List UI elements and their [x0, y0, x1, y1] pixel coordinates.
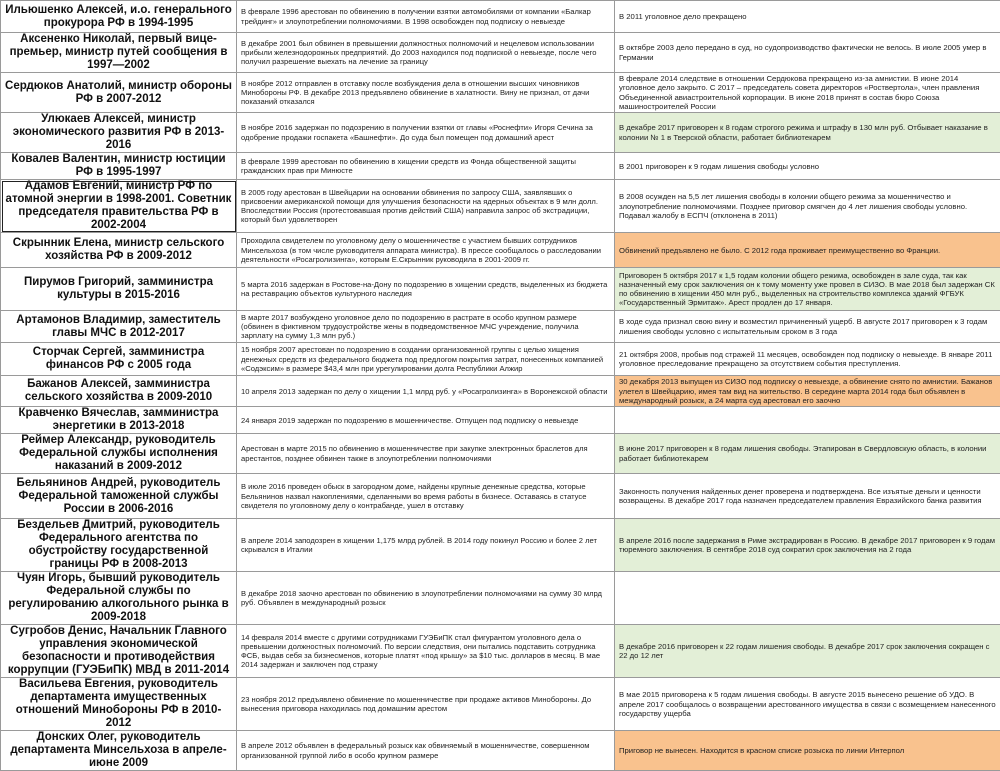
table-row — [1, 33, 1000, 73]
case-description-cell: В феврале 1996 арестован по обвинению в получении взятки автомобилями от компании «Балкар трейдинг» и злоупотреблении полномочиями. В 1998 освобожден под подписку о невыезде — [237, 1, 615, 33]
table-row — [1, 407, 1000, 434]
case-description-cell: В июле 2016 проведен обыск в загородном доме, найдены крупные денежные средства, которые Бельянинов назвал накоплениями, сделанными во время работы в бизнесе. Оставаясь в статусе свидетеля по уголовному делу о контрабанде, ушел в отставку — [237, 474, 615, 519]
table-row — [1, 1, 1000, 33]
case-description-cell: В 2005 году арестован в Швейцарии на основании обвинения по запросу США, заявлявших о присвоении американской помощи для улучшения безопасности на ядерных объектах в 9 млн долл. Впоследствии Россия (протестовавшая против действий США) направила запрос об экстрадиции, который был удовлетворен — [237, 180, 615, 233]
case-result-cell — [615, 572, 1000, 625]
case-result-cell: В ходе суда признал свою вину и возместил причиненный ущерб. В августе 2017 приговорен к 3 годам лишения свободы условно с испытательным сроком в 3 года — [615, 311, 1000, 343]
case-result-cell: 30 декабря 2013 выпущен из СИЗО под подписку о невыезде, а обвинение снято по амнистии. Бажанов улетел в Швейцарию, имея там вид на жительство. В середине марта 2014 года был объявлен в международный розыск, а 24 марта суд арестовал его заочно — [615, 376, 1000, 407]
case-description-cell: Проходила свидетелем по уголовному делу о мошенничестве с участием бывших сотрудников Минсельхоза (в том числе руководителя аппарата министра). В прессе сообщалось о расследовании деятельности «Росагролизинга», которым Е.Скрынник руководила в 2001-2009 гг. — [237, 233, 615, 268]
table-row — [1, 474, 1000, 519]
official-name-cell: Васильева Евгения, руководитель департамента имущественных отношений Минобороны РФ в 2010-2012 — [1, 678, 237, 731]
official-name-cell: Артамонов Владимир, заместитель главы МЧС в 2012-2017 — [1, 311, 237, 343]
official-name-cell: Улюкаев Алексей, министр экономического развития РФ в 2013-2016 — [1, 113, 237, 153]
case-description-cell: В ноябре 2012 отправлен в отставку после возбуждения дела в отношении высших чиновников Минобороны РФ. В декабре 2013 предъявлено обвинение в халатности. Вину не признал, от дачи показаний отказался — [237, 73, 615, 113]
official-name-cell: Сугробов Денис, Начальник Главного управления экономической безопасности и противодействия коррупции (ГУЭБиПК) МВД в 2011-2014 — [1, 625, 237, 678]
table-row — [1, 572, 1000, 625]
case-result-cell: В 2008 осужден на 5,5 лет лишения свободы в колонии общего режима за мошенничество и злоупотребление полномочиями. Позднее приговор смягчен до 4 лет лишения свободы условно. Подавал жалобу в ЕСПЧ (отклонена в 2011) — [615, 180, 1000, 233]
official-name-cell: Чуян Игорь, бывший руководитель Федеральной службы по регулированию алкогольного рынка в 2009-2018 — [1, 572, 237, 625]
official-name-cell: Сторчак Сергей, замминистра финансов РФ с 2005 года — [1, 343, 237, 376]
official-name-cell: Бездельев Дмитрий, руководитель Федерального агентства по обустройству государственной границы РФ в 2008-2013 — [1, 519, 237, 572]
case-description-cell: 15 ноября 2007 арестован по подозрению в создании организованной группы с целью хищения денежных средств из федерального бюджета под предлогом покрытия затрат, понесенных компанией «Содэксим» в размере $43,4 млн при урегулировании долга Республики Алжир — [237, 343, 615, 376]
case-result-cell: Обвинений предъявлено не было. С 2012 года проживает преимущественно во Франции. — [615, 233, 1000, 268]
case-result-cell: В 2011 уголовное дело прекращено — [615, 1, 1000, 33]
official-name-cell: Кравченко Вячеслав, замминистра энергетики в 2013-2018 — [1, 407, 237, 434]
case-result-cell: В декабре 2016 приговорен к 22 годам лишения свободы. В декабре 2017 срок заключения сокращен с 22 до 12 лет — [615, 625, 1000, 678]
table-row — [1, 73, 1000, 113]
case-result-cell: В октябре 2003 дело передано в суд, но судопроизводство фактически не велось. В июле 2005 умер в Германии — [615, 33, 1000, 73]
official-name-cell: Бельянинов Андрей, руководитель Федеральной таможенной службы России в 2006-2016 — [1, 474, 237, 519]
table-row — [1, 731, 1000, 771]
case-result-cell: 21 октября 2008, пробыв под стражей 11 месяцев, освобожден под подписку о невыезде. В январе 2011 уголовное преследование прекращено за отсутствием события преступления. — [615, 343, 1000, 376]
case-result-cell: В декабре 2017 приговорен к 8 годам строгого режима и штрафу в 130 млн руб. Отбывает наказание в колонии № 1 в Тверской области, работает библиотекарем — [615, 113, 1000, 153]
case-description-cell: 5 марта 2016 задержан в Ростове-на-Дону по подозрению в хищении средств, выделенных из бюджета на реставрацию объектов культурного наследия — [237, 268, 615, 311]
official-name-cell: Скрынник Елена, министр сельского хозяйства РФ в 2009-2012 — [1, 233, 237, 268]
table-row — [1, 343, 1000, 376]
table-row — [1, 153, 1000, 180]
table-row — [1, 180, 1000, 233]
case-result-cell: Приговорен 5 октября 2017 к 1,5 годам колонии общего режима, освобожден в зале суда, так как назначенный ему срок заключения он к тому моменту уже провел в СИЗО. В мае 2018 был задержан СК по обвинению в хищении 450 млн руб., выделенных на строительство комплекса зданий ФГБУК «Государственный Эрмитаж». Арест продлен до 17 января. — [615, 268, 1000, 311]
case-result-cell: В 2001 приговорен к 9 годам лишения свободы условно — [615, 153, 1000, 180]
case-description-cell: 24 января 2019 задержан по подозрению в мошенничестве. Отпущен под подписку о невыезде — [237, 407, 615, 434]
table-row — [1, 434, 1000, 474]
table-row — [1, 311, 1000, 343]
case-description-cell: 10 апреля 2013 задержан по делу о хищении 1,1 млрд руб. у «Росагролизинга» в Воронежской области — [237, 376, 615, 407]
case-result-cell: В июне 2017 приговорен к 8 годам лишения свободы. Этапирован в Свердловскую область, в колонии работает библиотекарем — [615, 434, 1000, 474]
official-name-cell: Сердюков Анатолий, министр обороны РФ в 2007-2012 — [1, 73, 237, 113]
official-name-cell: Ильюшенко Алексей, и.о. генерального прокурора РФ в 1994-1995 — [1, 1, 237, 33]
case-description-cell: В апреле 2012 объявлен в федеральный розыск как обвиняемый в мошенничестве, совершенном организованной группой либо в особо крупном размере — [237, 731, 615, 771]
case-result-cell — [615, 407, 1000, 434]
case-description-cell: 23 ноября 2012 предъявлено обвинение по мошенничестве при продаже активов Минобороны. До вынесения приговора находилась под домашним арестом — [237, 678, 615, 731]
table-body — [1, 1, 1000, 771]
case-result-cell: Законность получения найденных денег проверена и подтверждена. Все изъятые деньги и ценности возвращены. В декабре 2017 года назначен председателем правления Евразийского банка развития — [615, 474, 1000, 519]
case-result-cell: В феврале 2014 следствие в отношении Сердюкова прекращено из-за амнистии. В июне 2014 уголовное дело закрыто. С 2017 – председатель совета директоров «Роствертола», член правления Объединенной авиастроительной корпорации. В июне 2018 принят в состав бюро Союза машиностроителей России — [615, 73, 1000, 113]
table-row — [1, 113, 1000, 153]
table-row — [1, 233, 1000, 268]
case-description-cell: В декабре 2018 заочно арестован по обвинению в злоупотреблении полномочиями на сумму 30 млрд руб. Объявлен в международный розыск — [237, 572, 615, 625]
official-name-cell: Донских Олег, руководитель департамента Минсельхоза в апреле-июне 2009 — [1, 731, 237, 771]
case-result-cell: Приговор не вынесен. Находится в красном списке розыска по линии Интерпол — [615, 731, 1000, 771]
table-row — [1, 625, 1000, 678]
case-description-cell: В ноябре 2016 задержан по подозрению в получении взятки от главы «Роснефти» Игоря Сечина за одобрение продажи госпакета «Башнефти». До суда был помещен под домашний арест — [237, 113, 615, 153]
case-description-cell: В марте 2017 возбуждено уголовное дело по подозрению в растрате в особо крупном размере (обвинен в фиктивном трудоустройстве жены в подведомственное МЧС учреждение, получила зарплату на сумму 1,3 млн руб.) — [237, 311, 615, 343]
case-description-cell: В апреле 2014 заподозрен в хищении 1,175 млрд рублей. В 2014 году покинул Россию и более 2 лет скрывался в Италии — [237, 519, 615, 572]
case-description-cell: В декабре 2001 был обвинен в превышении должностных полномочий и нецелевом использовании прибыли железнодорожных предприятий. До 2003 находился под подпиской о невыезде, после чего получил разрешение выехать на лечение за границу — [237, 33, 615, 73]
table-row — [1, 376, 1000, 407]
case-description-cell: В феврале 1999 арестован по обвинению в хищении средств из Фонда общественной защиты гражданских прав при Минюсте — [237, 153, 615, 180]
official-name-cell: Адамов Евгений, министр РФ по атомной энергии в 1998-2001. Советник председателя правительства РФ в 2002-2004 — [1, 180, 237, 233]
official-name-cell: Аксененко Николай, первый вице-премьер, министр путей сообщения в 1997—2002 — [1, 33, 237, 73]
case-result-cell: В мае 2015 приговорена к 5 годам лишения свободы. В августе 2015 вынесено решение об УДО. В апреле 2017 сообщалось о возвращении арестованного имущества в связи с возмещением нанесенного государству ущерба — [615, 678, 1000, 731]
case-result-cell: В апреле 2016 после задержания в Риме экстрадирован в Россию. В декабре 2017 приговорен к 9 годам тюремного заключения. В сентябре 2018 суд сократил срок заключения на 2 года — [615, 519, 1000, 572]
official-name-cell: Пирумов Григорий, замминистра культуры в 2015-2016 — [1, 268, 237, 311]
table-row — [1, 519, 1000, 572]
case-description-cell: Арестован в марте 2015 по обвинению в мошенничестве при закупке электронных браслетов для арестантов, позднее обвинен также в злоупотреблении полномочиями — [237, 434, 615, 474]
case-description-cell: 14 февраля 2014 вместе с другими сотрудниками ГУЭБиПК стал фигурантом уголовного дела о превышении должностных полномочий. По версии следствия, они пытались подставить сотрудника ФСБ, выдав себя за бизнесменов, которые платят «под крышу» за $10 тыс. долларов в месяц. В мае 2014 задержан и заключен под стражу — [237, 625, 615, 678]
official-name-cell: Реймер Александр, руководитель Федеральной службы исполнения наказаний в 2009-2012 — [1, 434, 237, 474]
table-row — [1, 678, 1000, 731]
official-name-cell: Бажанов Алексей, замминистра сельского хозяйства в 2009-2010 — [1, 376, 237, 407]
official-name-cell: Ковалев Валентин, министр юстиции РФ в 1995-1997 — [1, 153, 237, 180]
table-row — [1, 268, 1000, 311]
